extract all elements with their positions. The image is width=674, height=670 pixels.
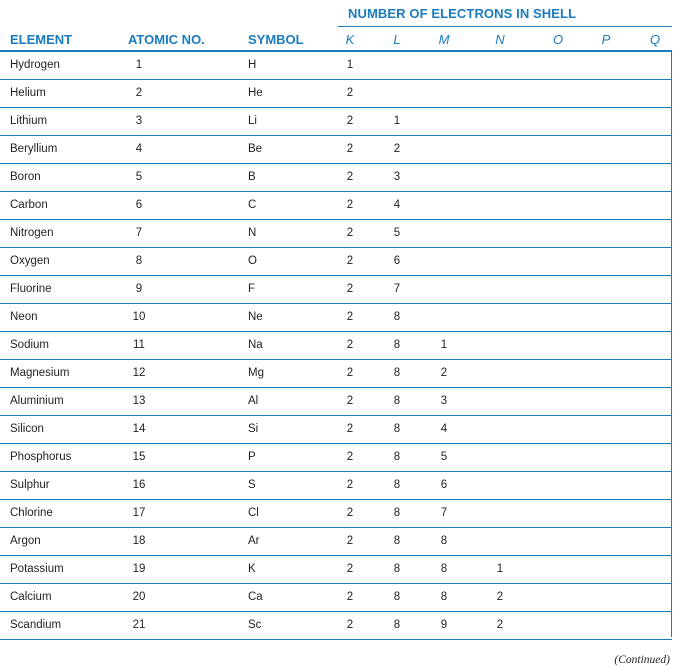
cell-shell-m: 6 (440, 479, 448, 491)
cell-shell-l: 6 (393, 255, 401, 267)
cell-shell-k: 2 (346, 199, 354, 211)
cell-shell-k: 2 (346, 87, 354, 99)
cell-shell-m: 8 (440, 563, 448, 575)
header-shell-q: Q (649, 32, 661, 47)
cell-atomic-no: 9 (135, 283, 143, 295)
cell-shell-l: 1 (393, 115, 401, 127)
shell-group-label: NUMBER OF ELECTRONS IN SHELL (348, 6, 577, 21)
table-row (0, 444, 672, 472)
cell-symbol: C (248, 199, 257, 211)
cell-shell-k: 1 (346, 59, 354, 71)
cell-shell-k: 2 (346, 367, 354, 379)
cell-symbol: Be (248, 143, 263, 155)
cell-shell-k: 2 (346, 395, 354, 407)
cell-shell-k: 2 (346, 171, 354, 183)
cell-shell-k: 2 (346, 115, 354, 127)
cell-shell-m: 8 (440, 535, 448, 547)
cell-atomic-no: 21 (132, 619, 146, 631)
cell-symbol: Sc (248, 619, 262, 631)
cell-symbol: O (248, 255, 257, 267)
table-row (0, 276, 672, 304)
cell-shell-l: 8 (393, 507, 401, 519)
cell-symbol: He (248, 87, 263, 99)
header-shell-m: M (438, 32, 450, 47)
cell-shell-k: 2 (346, 311, 354, 323)
cell-symbol: F (248, 283, 256, 295)
header-shell-n: N (495, 32, 505, 47)
cell-symbol: S (248, 479, 256, 491)
table-row (0, 304, 672, 332)
cell-symbol: Ne (248, 311, 263, 323)
cell-shell-l: 2 (393, 143, 401, 155)
header-atomic-no: ATOMIC NO. (128, 32, 205, 47)
cell-shell-l: 8 (393, 563, 401, 575)
cell-shell-l: 8 (393, 619, 401, 631)
cell-shell-l: 7 (393, 283, 401, 295)
cell-element: Helium (10, 87, 46, 99)
cell-shell-k: 2 (346, 451, 354, 463)
cell-atomic-no: 2 (135, 87, 143, 99)
cell-shell-l: 8 (393, 367, 401, 379)
table-row (0, 332, 672, 360)
table-body (0, 52, 672, 640)
cell-shell-k: 2 (346, 423, 354, 435)
header-shell-l: L (393, 32, 401, 47)
cell-shell-k: 2 (346, 479, 354, 491)
cell-symbol: Na (248, 339, 263, 351)
cell-shell-m: 9 (440, 619, 448, 631)
cell-element: Sulphur (10, 479, 50, 491)
cell-symbol: Cl (248, 507, 259, 519)
cell-element: Hydrogen (10, 59, 60, 71)
cell-atomic-no: 8 (135, 255, 143, 267)
cell-shell-l: 8 (393, 311, 401, 323)
cell-element: Sodium (10, 339, 49, 351)
cell-element: Magnesium (10, 367, 70, 379)
table-super-header (0, 0, 672, 26)
table-row (0, 108, 672, 136)
cell-shell-l: 8 (393, 339, 401, 351)
cell-symbol: Li (248, 115, 257, 127)
table-row (0, 360, 672, 388)
cell-atomic-no: 4 (135, 143, 143, 155)
cell-shell-m: 1 (440, 339, 448, 351)
cell-atomic-no: 18 (132, 535, 146, 547)
cell-shell-m: 7 (440, 507, 448, 519)
table-row (0, 388, 672, 416)
cell-atomic-no: 10 (132, 311, 146, 323)
cell-shell-k: 2 (346, 255, 354, 267)
cell-symbol: Ca (248, 591, 263, 603)
cell-element: Boron (10, 171, 41, 183)
cell-shell-l: 3 (393, 171, 401, 183)
cell-element: Scandium (10, 619, 62, 631)
cell-shell-k: 2 (346, 339, 354, 351)
cell-symbol: N (248, 227, 257, 239)
cell-shell-l: 8 (393, 479, 401, 491)
cell-atomic-no: 5 (135, 171, 143, 183)
cell-shell-m: 4 (440, 423, 448, 435)
cell-shell-m: 3 (440, 395, 448, 407)
cell-element: Nitrogen (10, 227, 54, 239)
table-row (0, 52, 672, 80)
table-row (0, 472, 672, 500)
cell-shell-k: 2 (346, 227, 354, 239)
cell-shell-l: 4 (393, 199, 401, 211)
table-row (0, 164, 672, 192)
cell-atomic-no: 7 (135, 227, 143, 239)
cell-shell-k: 2 (346, 535, 354, 547)
table-row (0, 192, 672, 220)
cell-symbol: Mg (248, 367, 264, 379)
cell-atomic-no: 1 (135, 59, 143, 71)
table-row (0, 220, 672, 248)
cell-symbol: Si (248, 423, 259, 435)
cell-shell-n: 1 (496, 563, 504, 575)
cell-atomic-no: 13 (132, 395, 146, 407)
cell-element: Potassium (10, 563, 64, 575)
cell-element: Fluorine (10, 283, 52, 295)
cell-symbol: H (248, 59, 257, 71)
cell-atomic-no: 15 (132, 451, 146, 463)
cell-atomic-no: 17 (132, 507, 146, 519)
cell-shell-l: 5 (393, 227, 401, 239)
header-shell-p: P (601, 32, 611, 47)
table-row (0, 584, 672, 612)
header-symbol: SYMBOL (248, 32, 304, 47)
continued-note: (Continued) (614, 654, 670, 666)
cell-shell-k: 2 (346, 283, 354, 295)
cell-atomic-no: 12 (132, 367, 146, 379)
cell-shell-k: 2 (346, 563, 354, 575)
cell-element: Neon (10, 311, 38, 323)
cell-shell-l: 8 (393, 423, 401, 435)
cell-symbol: Al (248, 395, 259, 407)
table-right-border (671, 52, 672, 637)
cell-atomic-no: 20 (132, 591, 146, 603)
header-element: ELEMENT (10, 32, 73, 47)
cell-element: Silicon (10, 423, 44, 435)
cell-atomic-no: 16 (132, 479, 146, 491)
table-row (0, 528, 672, 556)
cell-symbol: P (248, 451, 256, 463)
cell-shell-m: 5 (440, 451, 448, 463)
cell-element: Carbon (10, 199, 48, 211)
cell-symbol: B (248, 171, 256, 183)
table-row (0, 556, 672, 584)
cell-element: Lithium (10, 115, 48, 127)
cell-element: Calcium (10, 591, 52, 603)
table-header-row (0, 26, 672, 52)
table-row (0, 136, 672, 164)
cell-symbol: Ar (248, 535, 260, 547)
cell-shell-l: 8 (393, 395, 401, 407)
cell-shell-l: 8 (393, 451, 401, 463)
cell-shell-k: 2 (346, 143, 354, 155)
cell-element: Chlorine (10, 507, 53, 519)
cell-shell-n: 2 (496, 619, 504, 631)
table-row (0, 612, 672, 640)
cell-shell-l: 8 (393, 591, 401, 603)
cell-shell-k: 2 (346, 591, 354, 603)
cell-shell-m: 8 (440, 591, 448, 603)
cell-element: Oxygen (10, 255, 50, 267)
cell-atomic-no: 11 (133, 339, 145, 351)
table-row (0, 416, 672, 444)
cell-symbol: K (248, 563, 256, 575)
cell-shell-m: 2 (440, 367, 448, 379)
table-row (0, 500, 672, 528)
cell-element: Beryllium (10, 143, 58, 155)
cell-atomic-no: 3 (135, 115, 143, 127)
header-shell-k: K (345, 32, 355, 47)
cell-atomic-no: 14 (132, 423, 146, 435)
cell-shell-n: 2 (496, 591, 504, 603)
cell-element: Phosphorus (10, 451, 72, 463)
cell-element: Aluminium (10, 395, 64, 407)
cell-atomic-no: 6 (135, 199, 143, 211)
cell-shell-l: 8 (393, 535, 401, 547)
cell-shell-k: 2 (346, 619, 354, 631)
table-row (0, 248, 672, 276)
header-shell-o: O (552, 32, 564, 47)
table-row (0, 80, 672, 108)
cell-atomic-no: 19 (132, 563, 146, 575)
cell-element: Argon (10, 535, 41, 547)
cell-shell-k: 2 (346, 507, 354, 519)
